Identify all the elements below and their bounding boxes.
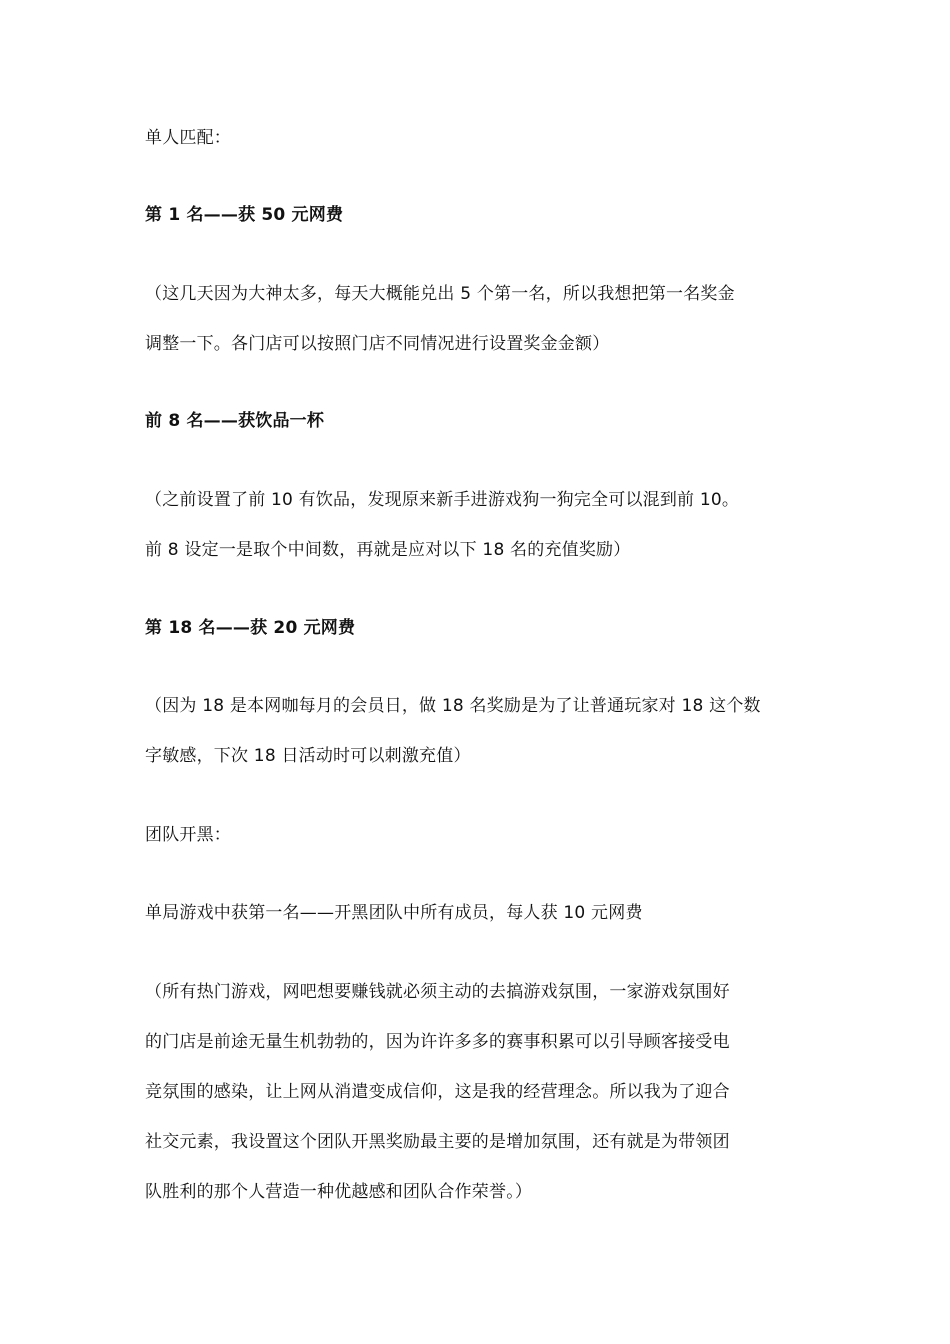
reward-team-first: 单局游戏中获第一名——开黑团队中所有成员，每人获 10 元网费 <box>145 903 643 923</box>
paragraph-line: （之前设置了前 10 有饮品，发现原来新手进游戏狗一狗完全可以混到前 10。 <box>145 490 740 510</box>
section-heading-team: 团队开黑： <box>145 825 231 845</box>
reward-rank-18: 第 18 名——获 20 元网费 <box>145 618 356 638</box>
paragraph-line: （所有热门游戏，网吧想要赚钱就必须主动的去搞游戏氛围，一家游戏氛围好 <box>145 982 730 1002</box>
paragraph-line: （因为 18 是本网咖每月的会员日，做 18 名奖励是为了让普通玩家对 18 这个数 <box>145 696 761 716</box>
paragraph-line: 调整一下。各门店可以按照门店不同情况进行设置奖金金额） <box>145 334 610 354</box>
paragraph-line: 社交元素，我设置这个团队开黑奖励最主要的是增加氛围，还有就是为带领团 <box>145 1132 730 1152</box>
paragraph-line: （这几天因为大神太多，每天大概能兑出 5 个第一名，所以我想把第一名奖金 <box>145 284 735 304</box>
paragraph-line: 的门店是前途无量生机勃勃的，因为许许多多的赛事积累可以引导顾客接受电 <box>145 1032 730 1052</box>
reward-top-8: 前 8 名——获饮品一杯 <box>145 411 325 431</box>
paragraph-line: 队胜利的那个人营造一种优越感和团队合作荣誉。） <box>145 1182 533 1202</box>
section-heading-solo: 单人匹配： <box>145 128 231 148</box>
paragraph-line: 竞氛围的感染，让上网从消遣变成信仰，这是我的经营理念。所以我为了迎合 <box>145 1082 730 1102</box>
paragraph-line: 字敏感，下次 18 日活动时可以刺激充值） <box>145 746 471 766</box>
reward-rank-1: 第 1 名——获 50 元网费 <box>145 205 344 225</box>
paragraph-line: 前 8 设定一是取个中间数，再就是应对以下 18 名的充值奖励） <box>145 540 631 560</box>
